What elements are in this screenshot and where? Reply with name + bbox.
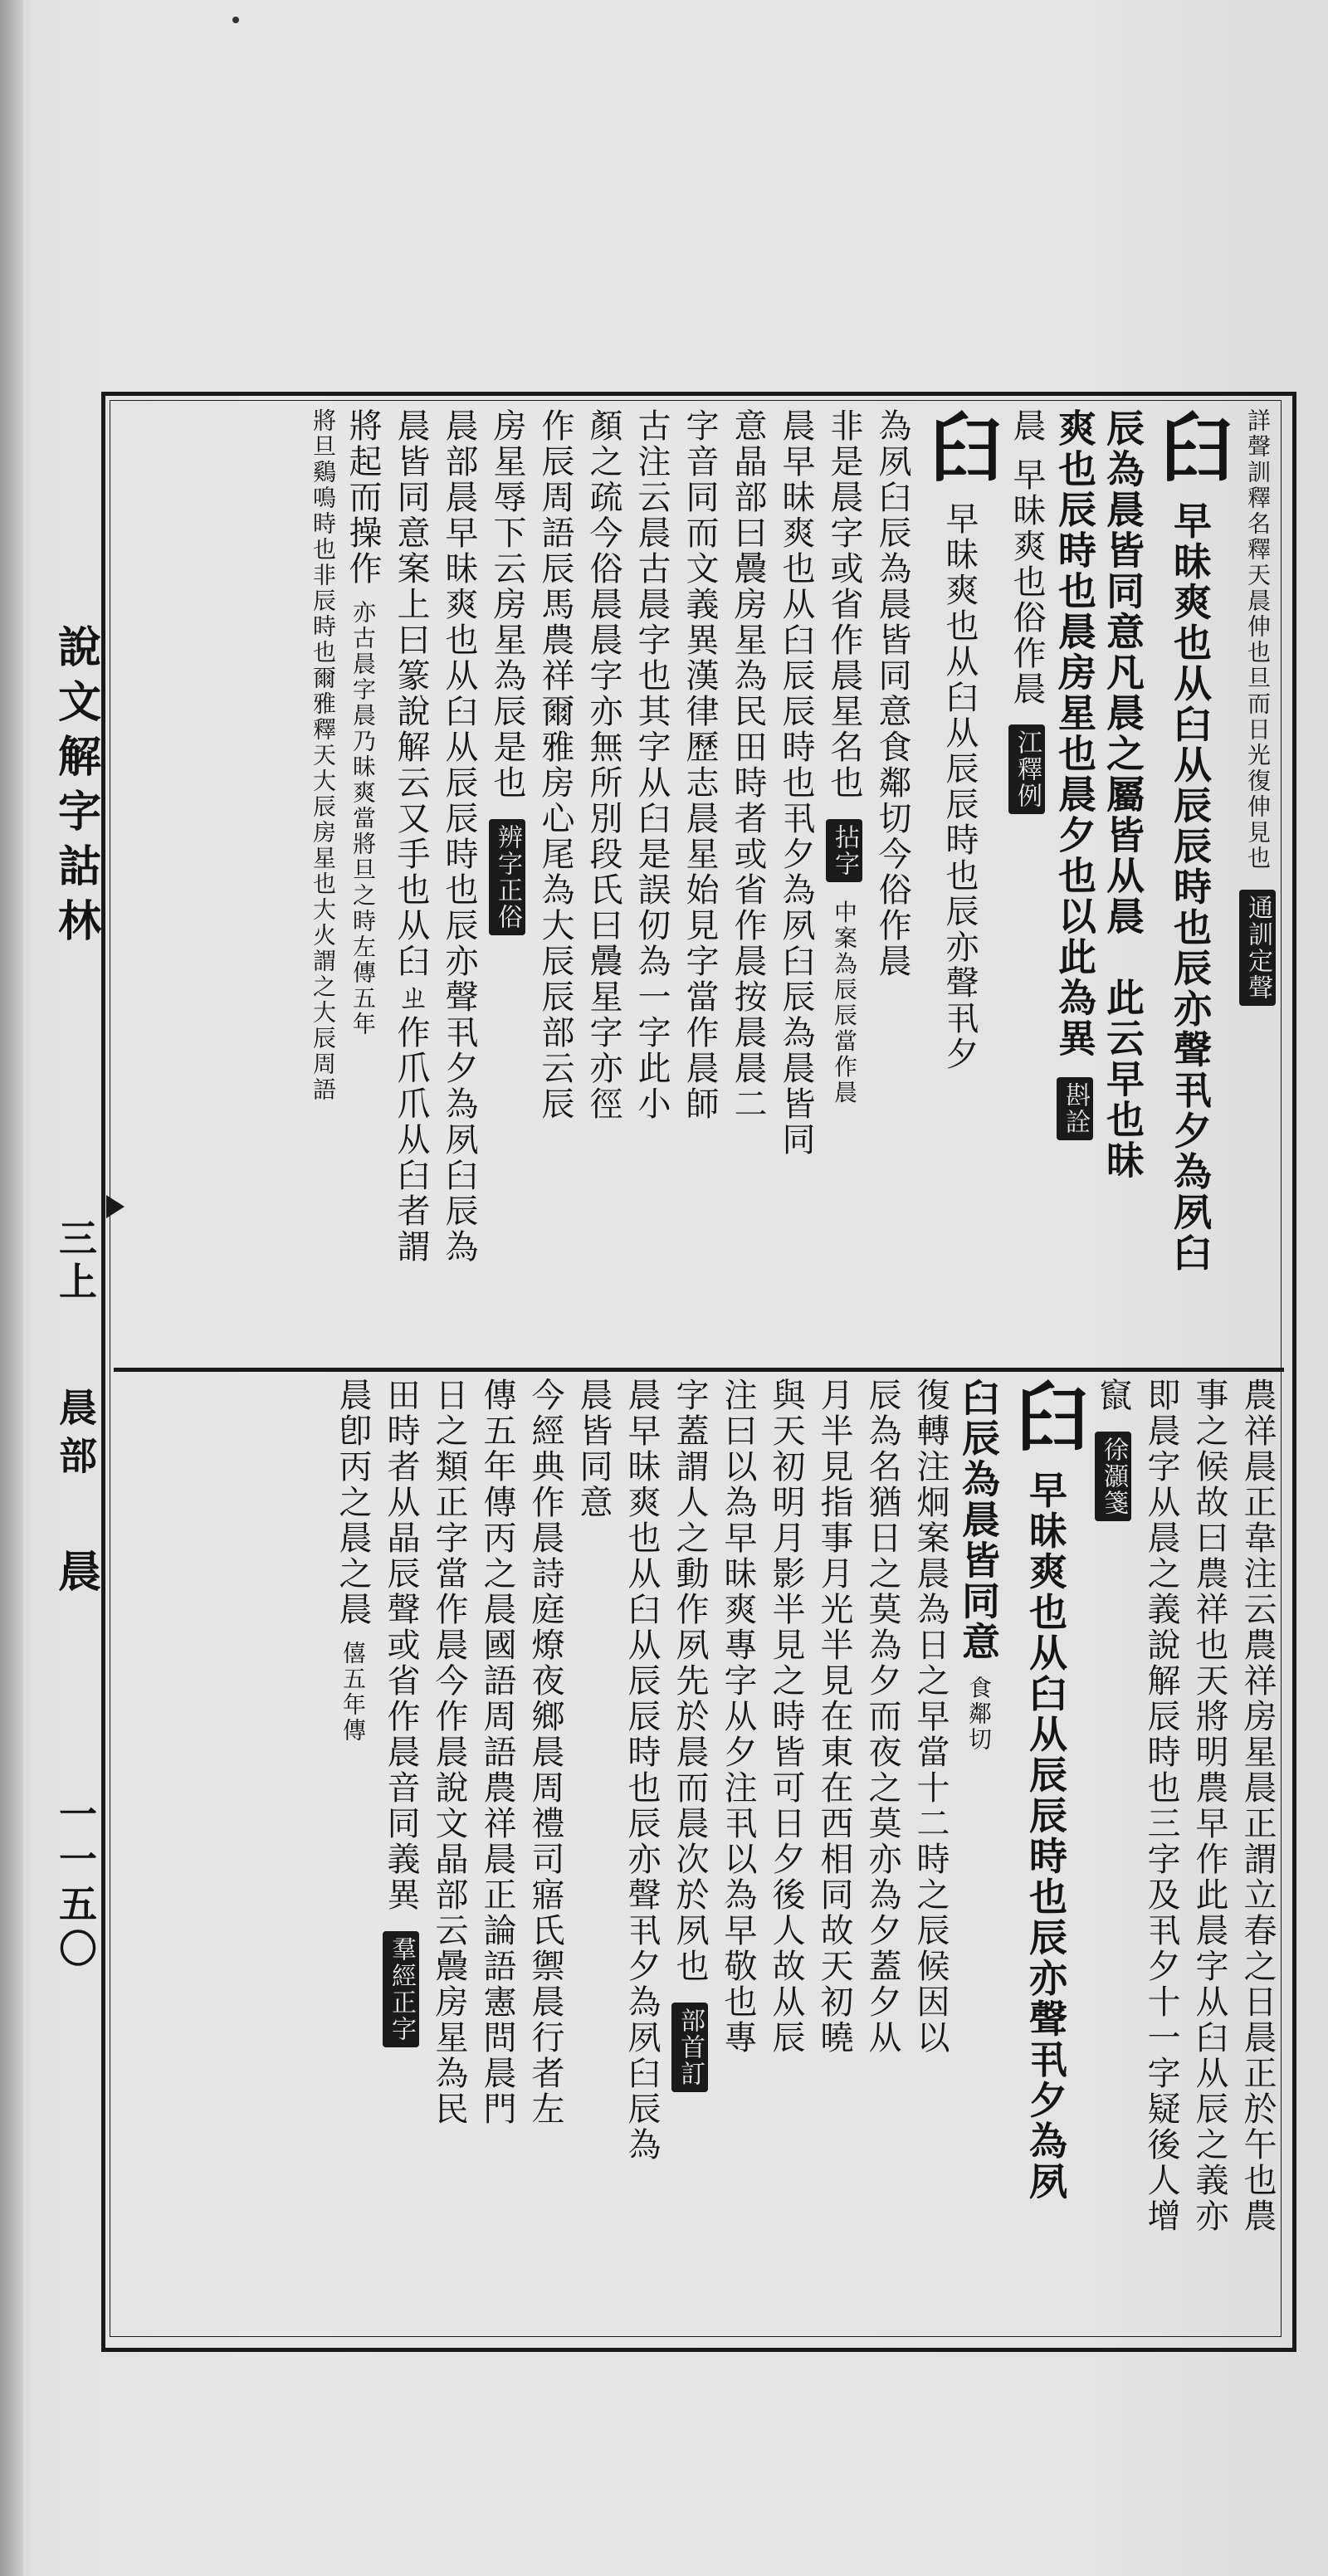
upper-col-9: 意晶部曰曟房星為民田時者或省作晨按晨晨二 (729, 408, 767, 1122)
lower-col-2: 事之候故曰農祥也天將明農早作此晨字从臼从辰之義亦 (1190, 1378, 1228, 2234)
lower-col-14: 晨皆同意 (574, 1378, 613, 1520)
upper-col-12: 顏之疏今俗晨晨字亦無所別段氏曰曟星字亦徑 (584, 408, 622, 1122)
lower-col-12: 字蓋謂人之動作夙先於晨而晨次於夙也 部首訂 (667, 1378, 712, 2334)
upper-col-2: 辰為晨皆同意凡晨之屬皆从晨 此云早也昧 (1101, 408, 1145, 1181)
book-title: 說文解字詁林 (50, 624, 101, 953)
seal-character: 𦥑 (1002, 1378, 1090, 1452)
register-divider (114, 1368, 1284, 1372)
lower-col-19: 晨卽丙之晨之晨 僖五年傳 (334, 1378, 372, 1744)
upper-col-3: 爽也辰時也晨房星也晨夕也以此為異 斟詮 (1052, 408, 1097, 1359)
upper-col-16: 晨皆同意案上曰篆說解云又手也从𦥑ㄓ作爪爪从臼者謂 (392, 408, 430, 1265)
upper-col-8: 晨早昧爽也从臼辰辰時也丮夕為夙臼辰為晨皆同 (777, 408, 815, 1158)
upper-col-5: 𦥑 早昧爽也从臼从辰辰時也辰亦聲丮夕 (915, 408, 1003, 1072)
upper-col-15: 晨部晨早昧爽也从臼从辰辰時也辰亦聲丮夕為夙臼辰為 (440, 408, 478, 1265)
lower-col-13: 晨早昧爽也从臼从辰辰時也辰亦聲丮夕為夙臼辰為 (622, 1378, 661, 2163)
source-tag: 部首訂 (671, 2003, 708, 2092)
lower-col-16: 傳五年傳丙之晨國語周語農祥晨正論語憲問晨門 (478, 1378, 516, 2127)
lower-col-11: 注曰以為早昧爽專字从夕注丮以為早敬也專 (719, 1378, 757, 2056)
seal-character: 𦥑 (1146, 408, 1234, 483)
lower-col-9: 月半見指事月光半見在東在西相同故天初曉 (815, 1378, 853, 2056)
lower-col-7: 復轉注炯案晨為日之早當十二時之辰候因以 (911, 1378, 950, 2056)
upper-col-11: 古注云晨古晨字也其字从臼是誤仞為一字此小 (632, 408, 671, 1122)
source-tag: 斟詮 (1057, 1077, 1093, 1140)
seal-character: 𦥑 (915, 408, 1003, 483)
lower-col-17: 日之類正字當作晨今作晨說文晶部云曟房星為民 (430, 1378, 468, 2127)
source-tag: 辨字正俗 (489, 819, 525, 935)
source-tag: 徐灝箋 (1095, 1432, 1131, 1521)
source-tag: 羣經正字 (383, 1931, 419, 2047)
upper-col-14: 房星辱下云房星為辰是也 辨字正俗 (485, 408, 530, 1359)
page-number: 一一五〇 (53, 1794, 98, 1973)
lower-col-4: 竄 徐灝箋 (1091, 1378, 1135, 2334)
upper-register (118, 408, 1280, 1359)
character-label: 晨 (50, 1549, 101, 1597)
lower-col-3: 即晨字从晨之義說解辰時也三字及丮夕十一字疑後人增 (1142, 1378, 1180, 2234)
book-binding-edge (0, 0, 23, 2576)
section-label: 晨部 (53, 1388, 98, 1484)
lower-col-15: 今經典作晨詩庭燎夜鄉晨周禮司寤氏禦晨行者左 (526, 1378, 564, 2127)
source-tag: 江釋例 (1008, 724, 1045, 814)
upper-col-4: 晨 早昧爽也俗作晨 江釋例 (1004, 408, 1049, 1359)
upper-col-13: 作辰周語辰馬農祥爾雅房心尾為大辰辰部云辰 (536, 408, 574, 1122)
lower-col-5: 𦥑 早昧爽也从臼从辰辰時也辰亦聲丮夕為夙 (1002, 1378, 1090, 2203)
source-tag: 拈字 (826, 819, 862, 882)
upper-col-17: 將起而操作 亦古晨字晨乃昧爽當將旦之時左傳五年 (344, 408, 382, 1037)
volume-label: 三上 (53, 1218, 98, 1305)
lower-col-8: 辰為名猶日之莫為夕而夜之莫亦為夕蓋夕从 (863, 1378, 901, 2056)
ink-speck (232, 17, 239, 23)
upper-col-7: 非是晨字或省作晨星名也 拈字 中案為辰辰當作晨 (825, 408, 863, 1106)
lower-col-18: 田時者从晶辰聲或省作晨音同義異 羣經正字 (378, 1378, 423, 2334)
lower-register (118, 1378, 1280, 2334)
upper-col-10: 字音同而文義異漢律歷志晨星始見字當作晨師 (681, 408, 719, 1122)
upper-col-0: 詳聲訓釋名釋天晨伸也旦而日光復伸見也 通訓定聲 (1235, 408, 1280, 1359)
lower-col-1: 農祥晨正韋注云農祥房星晨正謂立春之日晨正於午也農 (1238, 1378, 1277, 2234)
upper-col-6: 為夙臼辰為晨皆同意食鄰切今俗作晨 (873, 408, 911, 979)
upper-col-18: 將旦鷄鳴時也非辰時也爾雅釋天大辰房星也大火謂之大辰周語 (310, 408, 337, 1103)
lower-col-10: 與天初明月影半見之時皆可日夕後人故从辰 (767, 1378, 805, 2056)
source-tag: 通訓定聲 (1239, 890, 1276, 1006)
upper-col-1: 𦥑 早昧爽也从臼从辰辰時也辰亦聲丮夕為夙臼 (1146, 408, 1234, 1274)
lower-col-6: 臼辰為晨皆同意 食鄰切 (956, 1378, 1001, 1753)
